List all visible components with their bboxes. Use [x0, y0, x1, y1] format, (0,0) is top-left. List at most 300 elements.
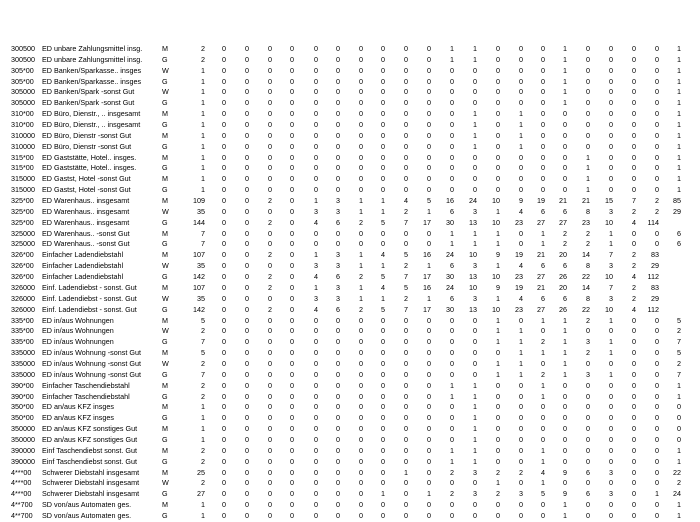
- count-cell: 0: [632, 456, 636, 466]
- count-cell: 0: [222, 228, 226, 238]
- count-cell: 0: [314, 391, 318, 401]
- sex-flag: G: [162, 456, 168, 466]
- count-cell: 0: [450, 109, 454, 119]
- sex-flag: M: [162, 348, 168, 358]
- count-cell: 0: [427, 76, 431, 86]
- count-cell: 24: [469, 196, 477, 206]
- count-cell: 0: [586, 44, 590, 53]
- count-cell: 1: [201, 141, 205, 151]
- sex-flag: G: [162, 54, 168, 64]
- count-cell: 0: [541, 424, 545, 434]
- count-cell: 1: [427, 293, 431, 303]
- count-cell: 0: [290, 391, 294, 401]
- count-cell: 0: [314, 120, 318, 130]
- count-cell: 0: [632, 228, 636, 238]
- count-cell: 0: [404, 141, 408, 151]
- count-cell: 0: [222, 456, 226, 466]
- count-cell: 0: [268, 315, 272, 325]
- table-row: [0, 163, 700, 174]
- count-cell: 0: [336, 424, 340, 434]
- table-row: [0, 468, 700, 479]
- count-cell: 0: [268, 261, 272, 271]
- count-cell: 1: [201, 98, 205, 108]
- count-cell: 0: [609, 326, 613, 336]
- offense-description: ED unbare Zahlungsmittel insg.: [42, 54, 143, 64]
- count-cell: 0: [359, 185, 363, 195]
- count-cell: 0: [609, 456, 613, 466]
- count-cell: 0: [450, 413, 454, 423]
- count-cell: 0: [677, 434, 681, 444]
- count-cell: 0: [655, 434, 659, 444]
- count-cell: 0: [381, 510, 385, 520]
- count-cell: 0: [586, 391, 590, 401]
- count-cell: 0: [245, 348, 249, 358]
- count-cell: 0: [473, 500, 477, 510]
- count-cell: 0: [359, 478, 363, 488]
- count-cell: 2: [450, 467, 454, 477]
- count-cell: 0: [314, 424, 318, 434]
- count-cell: 9: [496, 282, 500, 292]
- count-cell: 0: [381, 44, 385, 53]
- count-cell: 14: [582, 282, 590, 292]
- count-cell: 2: [268, 196, 272, 206]
- count-cell: 0: [632, 500, 636, 510]
- count-cell: 0: [541, 44, 545, 53]
- count-cell: 0: [359, 456, 363, 466]
- count-cell: 0: [245, 163, 249, 173]
- count-cell: 0: [222, 239, 226, 249]
- count-cell: 0: [336, 141, 340, 151]
- count-cell: 0: [609, 163, 613, 173]
- count-cell: 0: [496, 130, 500, 140]
- count-cell: 1: [381, 206, 385, 216]
- count-cell: 0: [290, 348, 294, 358]
- count-cell: 3: [336, 293, 340, 303]
- count-cell: 0: [519, 54, 523, 64]
- count-cell: 2: [677, 326, 681, 336]
- count-cell: 0: [222, 358, 226, 368]
- sex-flag: W: [162, 206, 169, 216]
- count-cell: 0: [586, 120, 590, 130]
- count-cell: 0: [541, 185, 545, 195]
- count-cell: 0: [336, 174, 340, 184]
- count-cell: 0: [268, 120, 272, 130]
- count-cell: 1: [541, 228, 545, 238]
- count-cell: 1: [496, 337, 500, 347]
- count-cell: 0: [314, 348, 318, 358]
- count-cell: 1: [677, 130, 681, 140]
- count-cell: 0: [632, 109, 636, 119]
- count-cell: 0: [632, 141, 636, 151]
- count-cell: 0: [381, 76, 385, 86]
- count-cell: 13: [469, 272, 477, 282]
- count-cell: 3: [473, 293, 477, 303]
- count-cell: 1: [496, 239, 500, 249]
- count-cell: 0: [222, 489, 226, 499]
- offense-code: 390000: [11, 445, 35, 455]
- count-cell: 1: [563, 98, 567, 108]
- count-cell: 0: [290, 478, 294, 488]
- count-cell: 0: [359, 445, 363, 455]
- count-cell: 0: [563, 141, 567, 151]
- count-cell: 0: [314, 163, 318, 173]
- table-row: [0, 142, 700, 153]
- count-cell: 0: [268, 76, 272, 86]
- count-cell: 0: [336, 239, 340, 249]
- count-cell: 0: [290, 217, 294, 227]
- count-cell: 10: [492, 196, 500, 206]
- count-cell: 0: [314, 109, 318, 119]
- table-row: [0, 478, 700, 489]
- count-cell: 0: [496, 185, 500, 195]
- count-cell: 114: [647, 217, 659, 227]
- count-cell: 0: [632, 413, 636, 423]
- count-cell: 0: [359, 98, 363, 108]
- count-cell: 0: [268, 98, 272, 108]
- count-cell: 0: [359, 467, 363, 477]
- count-cell: 0: [541, 163, 545, 173]
- count-cell: 1: [677, 163, 681, 173]
- count-cell: 1: [473, 391, 477, 401]
- table-row: [0, 283, 700, 294]
- sex-flag: G: [162, 217, 168, 227]
- count-cell: 0: [290, 282, 294, 292]
- count-cell: 0: [496, 141, 500, 151]
- count-cell: 0: [381, 174, 385, 184]
- count-cell: 8: [586, 261, 590, 271]
- count-cell: 0: [586, 98, 590, 108]
- count-cell: 0: [336, 185, 340, 195]
- count-cell: 0: [381, 98, 385, 108]
- count-cell: 19: [537, 196, 545, 206]
- table-row: [0, 402, 700, 413]
- count-cell: 0: [496, 424, 500, 434]
- count-cell: 2: [632, 206, 636, 216]
- table-row: [0, 196, 700, 207]
- count-cell: 1: [496, 206, 500, 216]
- offense-code: 335000: [11, 369, 35, 379]
- count-cell: 0: [655, 413, 659, 423]
- count-cell: 0: [519, 65, 523, 75]
- count-cell: 0: [609, 510, 613, 520]
- count-cell: 0: [655, 44, 659, 53]
- count-cell: 0: [427, 326, 431, 336]
- count-cell: 14: [582, 250, 590, 260]
- count-cell: 0: [336, 65, 340, 75]
- count-cell: 0: [381, 87, 385, 97]
- count-cell: 0: [222, 250, 226, 260]
- count-cell: 0: [268, 163, 272, 173]
- count-cell: 0: [268, 174, 272, 184]
- count-cell: 0: [427, 348, 431, 358]
- offense-description: ED an/aus KFZ sonstiges Gut: [42, 424, 138, 434]
- count-cell: 1: [519, 109, 523, 119]
- count-cell: 0: [519, 456, 523, 466]
- count-cell: 0: [496, 348, 500, 358]
- offense-description: ED unbare Zahlungsmittel insg.: [42, 44, 143, 53]
- count-cell: 2: [359, 272, 363, 282]
- count-cell: 1: [519, 358, 523, 368]
- count-cell: 1: [609, 239, 613, 249]
- count-cell: 0: [245, 402, 249, 412]
- count-cell: 0: [222, 141, 226, 151]
- count-cell: 27: [559, 217, 567, 227]
- count-cell: 2: [632, 282, 636, 292]
- count-cell: 2: [563, 228, 567, 238]
- count-cell: 0: [222, 87, 226, 97]
- sex-flag: M: [162, 445, 168, 455]
- table-row: [0, 435, 700, 446]
- count-cell: 0: [427, 478, 431, 488]
- count-cell: 1: [541, 391, 545, 401]
- count-cell: 0: [336, 478, 340, 488]
- offense-code: 326*00: [11, 261, 34, 271]
- count-cell: 26: [559, 304, 567, 314]
- sex-flag: M: [162, 282, 168, 292]
- count-cell: 0: [404, 445, 408, 455]
- count-cell: 0: [268, 348, 272, 358]
- count-cell: 0: [632, 489, 636, 499]
- count-cell: 1: [677, 141, 681, 151]
- count-cell: 0: [496, 152, 500, 162]
- offense-description: Einfacher Ladendiebstahl: [42, 261, 124, 271]
- count-cell: 0: [496, 76, 500, 86]
- offense-description: Einfacher Taschendiebstahl: [42, 391, 130, 401]
- sex-flag: G: [162, 76, 168, 86]
- count-cell: 0: [290, 44, 294, 53]
- count-cell: 0: [450, 510, 454, 520]
- offense-description: ED Büro, Dienstr -sonst Gut: [42, 130, 132, 140]
- count-cell: 0: [381, 239, 385, 249]
- count-cell: 10: [469, 250, 477, 260]
- count-cell: 1: [563, 358, 567, 368]
- count-cell: 0: [473, 337, 477, 347]
- count-cell: 0: [563, 120, 567, 130]
- offense-code: 350000: [11, 424, 35, 434]
- count-cell: 0: [314, 467, 318, 477]
- offense-code: 315000: [11, 185, 35, 195]
- count-cell: 0: [381, 424, 385, 434]
- offense-description: ED an/aus KFZ insges: [42, 402, 114, 412]
- sex-flag: W: [162, 358, 169, 368]
- count-cell: 0: [586, 326, 590, 336]
- count-cell: 21: [582, 196, 590, 206]
- count-cell: 0: [450, 500, 454, 510]
- count-cell: 6: [677, 239, 681, 249]
- count-cell: 0: [222, 109, 226, 119]
- sex-flag: W: [162, 478, 169, 488]
- count-cell: 2: [541, 369, 545, 379]
- offense-description: ED Banken/Spark -sonst Gut: [42, 87, 135, 97]
- count-cell: 0: [336, 348, 340, 358]
- count-cell: 4: [314, 217, 318, 227]
- count-cell: 0: [450, 87, 454, 97]
- count-cell: 0: [268, 402, 272, 412]
- count-cell: 0: [359, 87, 363, 97]
- sex-flag: M: [162, 380, 168, 390]
- count-cell: 0: [359, 315, 363, 325]
- count-cell: 0: [496, 413, 500, 423]
- count-cell: 0: [586, 445, 590, 455]
- offense-description: Schwerer Diebstahl insgesamt: [42, 478, 140, 488]
- count-cell: 0: [655, 424, 659, 434]
- count-cell: 1: [473, 380, 477, 390]
- count-cell: 0: [427, 358, 431, 368]
- count-cell: 0: [290, 337, 294, 347]
- count-cell: 1: [473, 413, 477, 423]
- count-cell: 0: [609, 141, 613, 151]
- count-cell: 29: [651, 293, 659, 303]
- count-cell: 0: [655, 239, 659, 249]
- count-cell: 0: [473, 358, 477, 368]
- count-cell: 4: [519, 206, 523, 216]
- offense-description: ED Banken/Sparkasse.. insges: [42, 76, 142, 86]
- count-cell: 2: [268, 282, 272, 292]
- count-cell: 0: [404, 489, 408, 499]
- count-cell: 0: [222, 434, 226, 444]
- count-cell: 0: [290, 130, 294, 140]
- count-cell: 0: [609, 358, 613, 368]
- count-cell: 0: [381, 54, 385, 64]
- count-cell: 1: [314, 282, 318, 292]
- count-cell: 0: [632, 326, 636, 336]
- count-cell: 0: [632, 76, 636, 86]
- offense-description: SD von/aus Automaten ges.: [42, 510, 132, 520]
- count-cell: 0: [427, 467, 431, 477]
- count-cell: 0: [381, 500, 385, 510]
- count-cell: 0: [427, 445, 431, 455]
- table-row: [0, 392, 700, 403]
- count-cell: 0: [655, 152, 659, 162]
- count-cell: 0: [632, 120, 636, 130]
- count-cell: 1: [677, 87, 681, 97]
- count-cell: 0: [336, 467, 340, 477]
- count-cell: 9: [519, 196, 523, 206]
- count-cell: 0: [450, 478, 454, 488]
- sex-flag: M: [162, 109, 168, 119]
- count-cell: 0: [655, 380, 659, 390]
- count-cell: 0: [336, 380, 340, 390]
- offense-description: ED in/aus Wohnungen: [42, 326, 114, 336]
- count-cell: 0: [359, 489, 363, 499]
- sex-flag: W: [162, 293, 169, 303]
- count-cell: 0: [404, 402, 408, 412]
- count-cell: 1: [677, 510, 681, 520]
- count-cell: 0: [359, 391, 363, 401]
- count-cell: 1: [563, 348, 567, 358]
- sex-flag: G: [162, 304, 168, 314]
- count-cell: 1: [541, 456, 545, 466]
- count-cell: 0: [381, 65, 385, 75]
- count-cell: 0: [609, 109, 613, 119]
- count-cell: 1: [677, 76, 681, 86]
- offense-description: ED in/aus Wohnungen: [42, 337, 114, 347]
- table-row: [0, 66, 700, 77]
- count-cell: 6: [563, 261, 567, 271]
- count-cell: 0: [519, 500, 523, 510]
- count-cell: 0: [609, 380, 613, 390]
- count-cell: 5: [427, 196, 431, 206]
- offense-description: ED Banken/Spark -sonst Gut: [42, 98, 135, 108]
- count-cell: 0: [541, 76, 545, 86]
- count-cell: 1: [359, 261, 363, 271]
- count-cell: 0: [404, 380, 408, 390]
- count-cell: 0: [336, 500, 340, 510]
- count-cell: 0: [268, 152, 272, 162]
- count-cell: 0: [290, 434, 294, 444]
- count-cell: 0: [314, 54, 318, 64]
- count-cell: 1: [519, 337, 523, 347]
- count-cell: 2: [201, 44, 205, 53]
- count-cell: 0: [655, 337, 659, 347]
- count-cell: 22: [582, 272, 590, 282]
- count-cell: 0: [519, 434, 523, 444]
- table-row: [0, 153, 700, 164]
- count-cell: 4: [314, 304, 318, 314]
- count-cell: 7: [201, 239, 205, 249]
- count-cell: 0: [245, 65, 249, 75]
- count-cell: 0: [336, 456, 340, 466]
- count-cell: 0: [655, 315, 659, 325]
- count-cell: 0: [336, 130, 340, 140]
- count-cell: 0: [336, 152, 340, 162]
- count-cell: 30: [446, 217, 454, 227]
- count-cell: 0: [655, 500, 659, 510]
- count-cell: 0: [245, 130, 249, 140]
- count-cell: 29: [673, 206, 681, 216]
- count-cell: 0: [655, 369, 659, 379]
- count-cell: 0: [655, 120, 659, 130]
- count-cell: 0: [290, 424, 294, 434]
- count-cell: 0: [222, 315, 226, 325]
- count-cell: 0: [586, 65, 590, 75]
- count-cell: 0: [519, 424, 523, 434]
- count-cell: 0: [381, 152, 385, 162]
- count-cell: 0: [519, 391, 523, 401]
- count-cell: 0: [290, 239, 294, 249]
- count-cell: 0: [359, 65, 363, 75]
- count-cell: 1: [563, 65, 567, 75]
- count-cell: 0: [473, 348, 477, 358]
- count-cell: 0: [632, 380, 636, 390]
- count-cell: 0: [541, 152, 545, 162]
- count-cell: 0: [268, 413, 272, 423]
- count-cell: 23: [515, 217, 523, 227]
- count-cell: 7: [609, 250, 613, 260]
- count-cell: 0: [359, 163, 363, 173]
- offense-description: Einfacher Ladendiebstahl: [42, 272, 124, 282]
- count-cell: 5: [541, 489, 545, 499]
- count-cell: 0: [381, 141, 385, 151]
- count-cell: 1: [450, 445, 454, 455]
- count-cell: 0: [268, 206, 272, 216]
- count-cell: 0: [586, 109, 590, 119]
- count-cell: 0: [404, 500, 408, 510]
- table-row: [0, 98, 700, 109]
- count-cell: 0: [632, 98, 636, 108]
- count-cell: 0: [541, 98, 545, 108]
- offense-code: 305000: [11, 87, 35, 97]
- count-cell: 0: [404, 76, 408, 86]
- count-cell: 0: [222, 217, 226, 227]
- count-cell: 0: [586, 141, 590, 151]
- count-cell: 22: [582, 304, 590, 314]
- sex-flag: G: [162, 163, 168, 173]
- count-cell: 0: [268, 424, 272, 434]
- count-cell: 1: [519, 326, 523, 336]
- count-cell: 6: [563, 206, 567, 216]
- count-cell: 0: [519, 174, 523, 184]
